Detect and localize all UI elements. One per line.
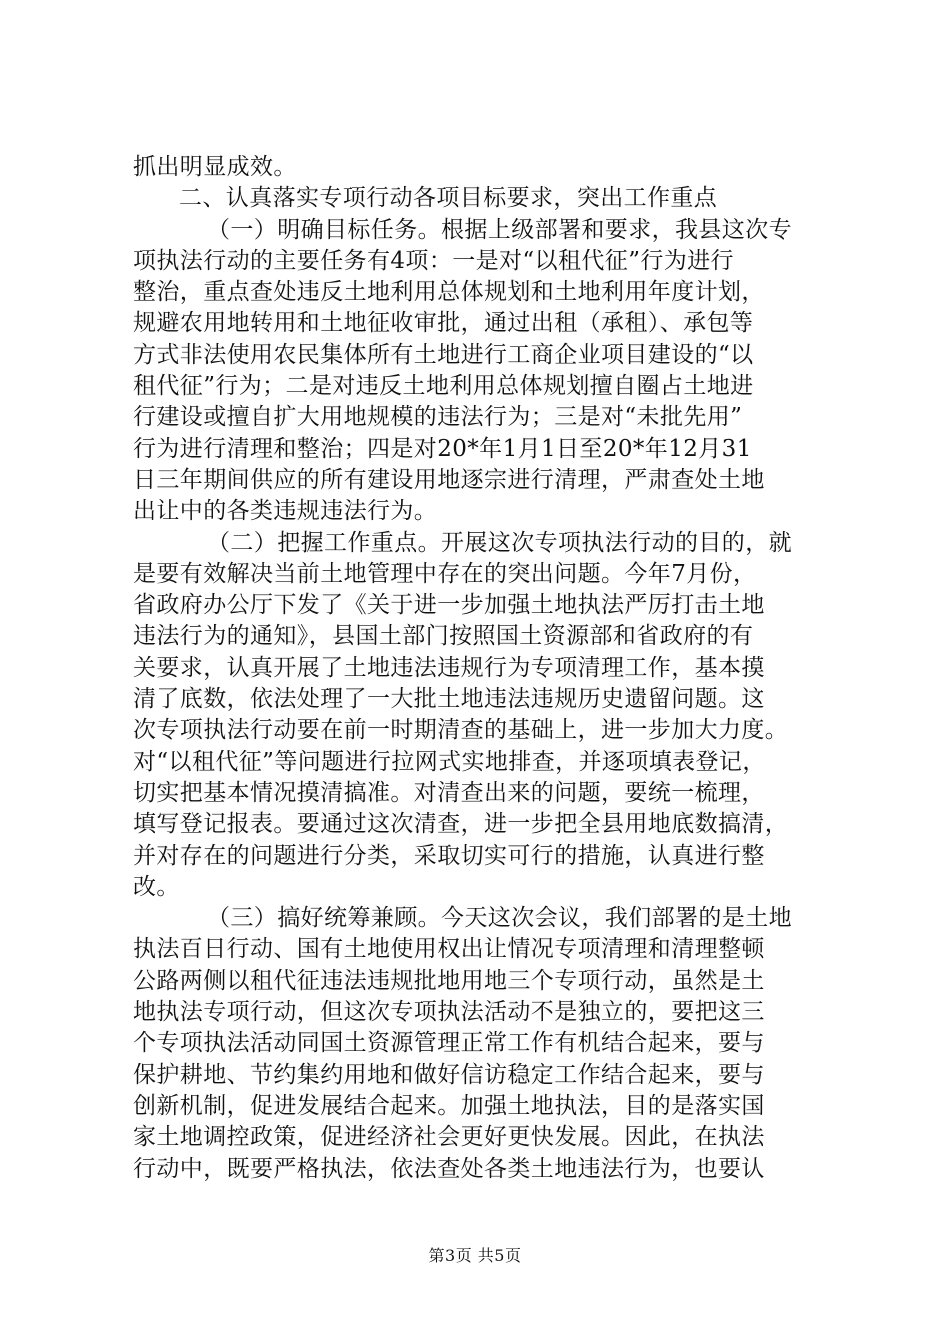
text-line: 方式非法使用农民集体所有土地进行工商企业项目建设的“以 [133,341,754,368]
text-line: 日三年期间供应的所有建设用地逐宗进行清理，严肃查处土地 [133,466,765,493]
text-line: 对“以租代征”等问题进行拉网式实地排查，并逐项填表登记， [133,748,766,775]
text-line: 出让中的各类违规违法行为。 [133,498,438,525]
text-line: 个专项执法活动同国土资源管理正常工作有机结合起来，要与 [133,1030,765,1057]
text-line: 关要求，认真开展了土地违法违规行为专项清理工作，基本摸 [133,654,765,681]
text-line: 是要有效解决当前土地管理中存在的突出问题。今年7月份， [133,560,757,587]
text-line: 公路两侧以租代征违法违规批地用地三个专项行动，虽然是土 [133,967,765,994]
text-line: 抓出明显成效。 [133,154,297,180]
page-footer: 第3页 共5页 [428,1246,522,1265]
text-line: 行动中，既要严格执法，依法查处各类土地违法行为，也要认 [133,1155,765,1182]
text-line: 家土地调控政策，促进经济社会更好更快发展。因此，在执法 [133,1124,765,1151]
text-line: 整治，重点查处违反土地利用总体规划和土地利用年度计划， [133,279,765,306]
text-line: 二、认真落实专项行动各项目标要求，突出工作重点 [179,185,718,212]
text-line: （二）把握工作重点。开展这次专项执法行动的目的，就 [207,529,792,556]
document-body [133,152,823,1185]
text-line: 保护耕地、节约集约用地和做好信访稳定工作结合起来，要与 [133,1061,765,1088]
text-line: 并对存在的问题进行分类，采取切实可行的措施，认真进行整 [133,842,765,869]
text-line: 切实把基本情况摸清搞准。对清查出来的问题，要统一梳理， [133,779,765,806]
text-line: 行建设或擅自扩大用地规模的违法行为；三是对“未批先用” [133,404,743,431]
text-line: 地执法专项行动，但这次专项执法活动不是独立的，要把这三 [133,999,765,1026]
text-line: 规避农用地转用和土地征收审批，通过出租（承租）、承包等 [133,310,754,337]
text-line: （一）明确目标任务。根据上级部署和要求，我县这次专 [207,216,792,243]
text-line: 次专项执法行动要在前一时期清查的基础上，进一步加大力度。 [133,717,789,744]
text-line: 改。 [133,873,180,900]
text-line: 省政府办公厅下发了《关于进一步加强土地执法严厉打击土地 [133,592,765,619]
text-line: 执法百日行动、国有土地使用权出让情况专项清理和清理整顿 [133,936,765,963]
text-line: 行为进行清理和整治；四是对20*年1月1日至20*年12月31 [133,435,752,462]
text-line: 清了底数，依法处理了一大批土地违法违规历史遗留问题。这 [133,686,765,713]
text-line: 创新机制，促进发展结合起来。加强土地执法，目的是落实国 [133,1092,765,1119]
text-line: 项执法行动的主要任务有4项：一是对“以租代征”行为进行 [133,247,734,274]
text-line: 违法行为的通知》，县国土部门按照国土资源部和省政府的有 [133,623,754,650]
text-line: 租代征”行为；二是对违反土地利用总体规划擅自圈占土地进 [133,373,754,400]
text-line: 填写登记报表。要通过这次清查，进一步把全县用地底数搞清， [133,811,789,838]
text-line: （三）搞好统筹兼顾。今天这次会议，我们部署的是土地 [207,905,792,932]
